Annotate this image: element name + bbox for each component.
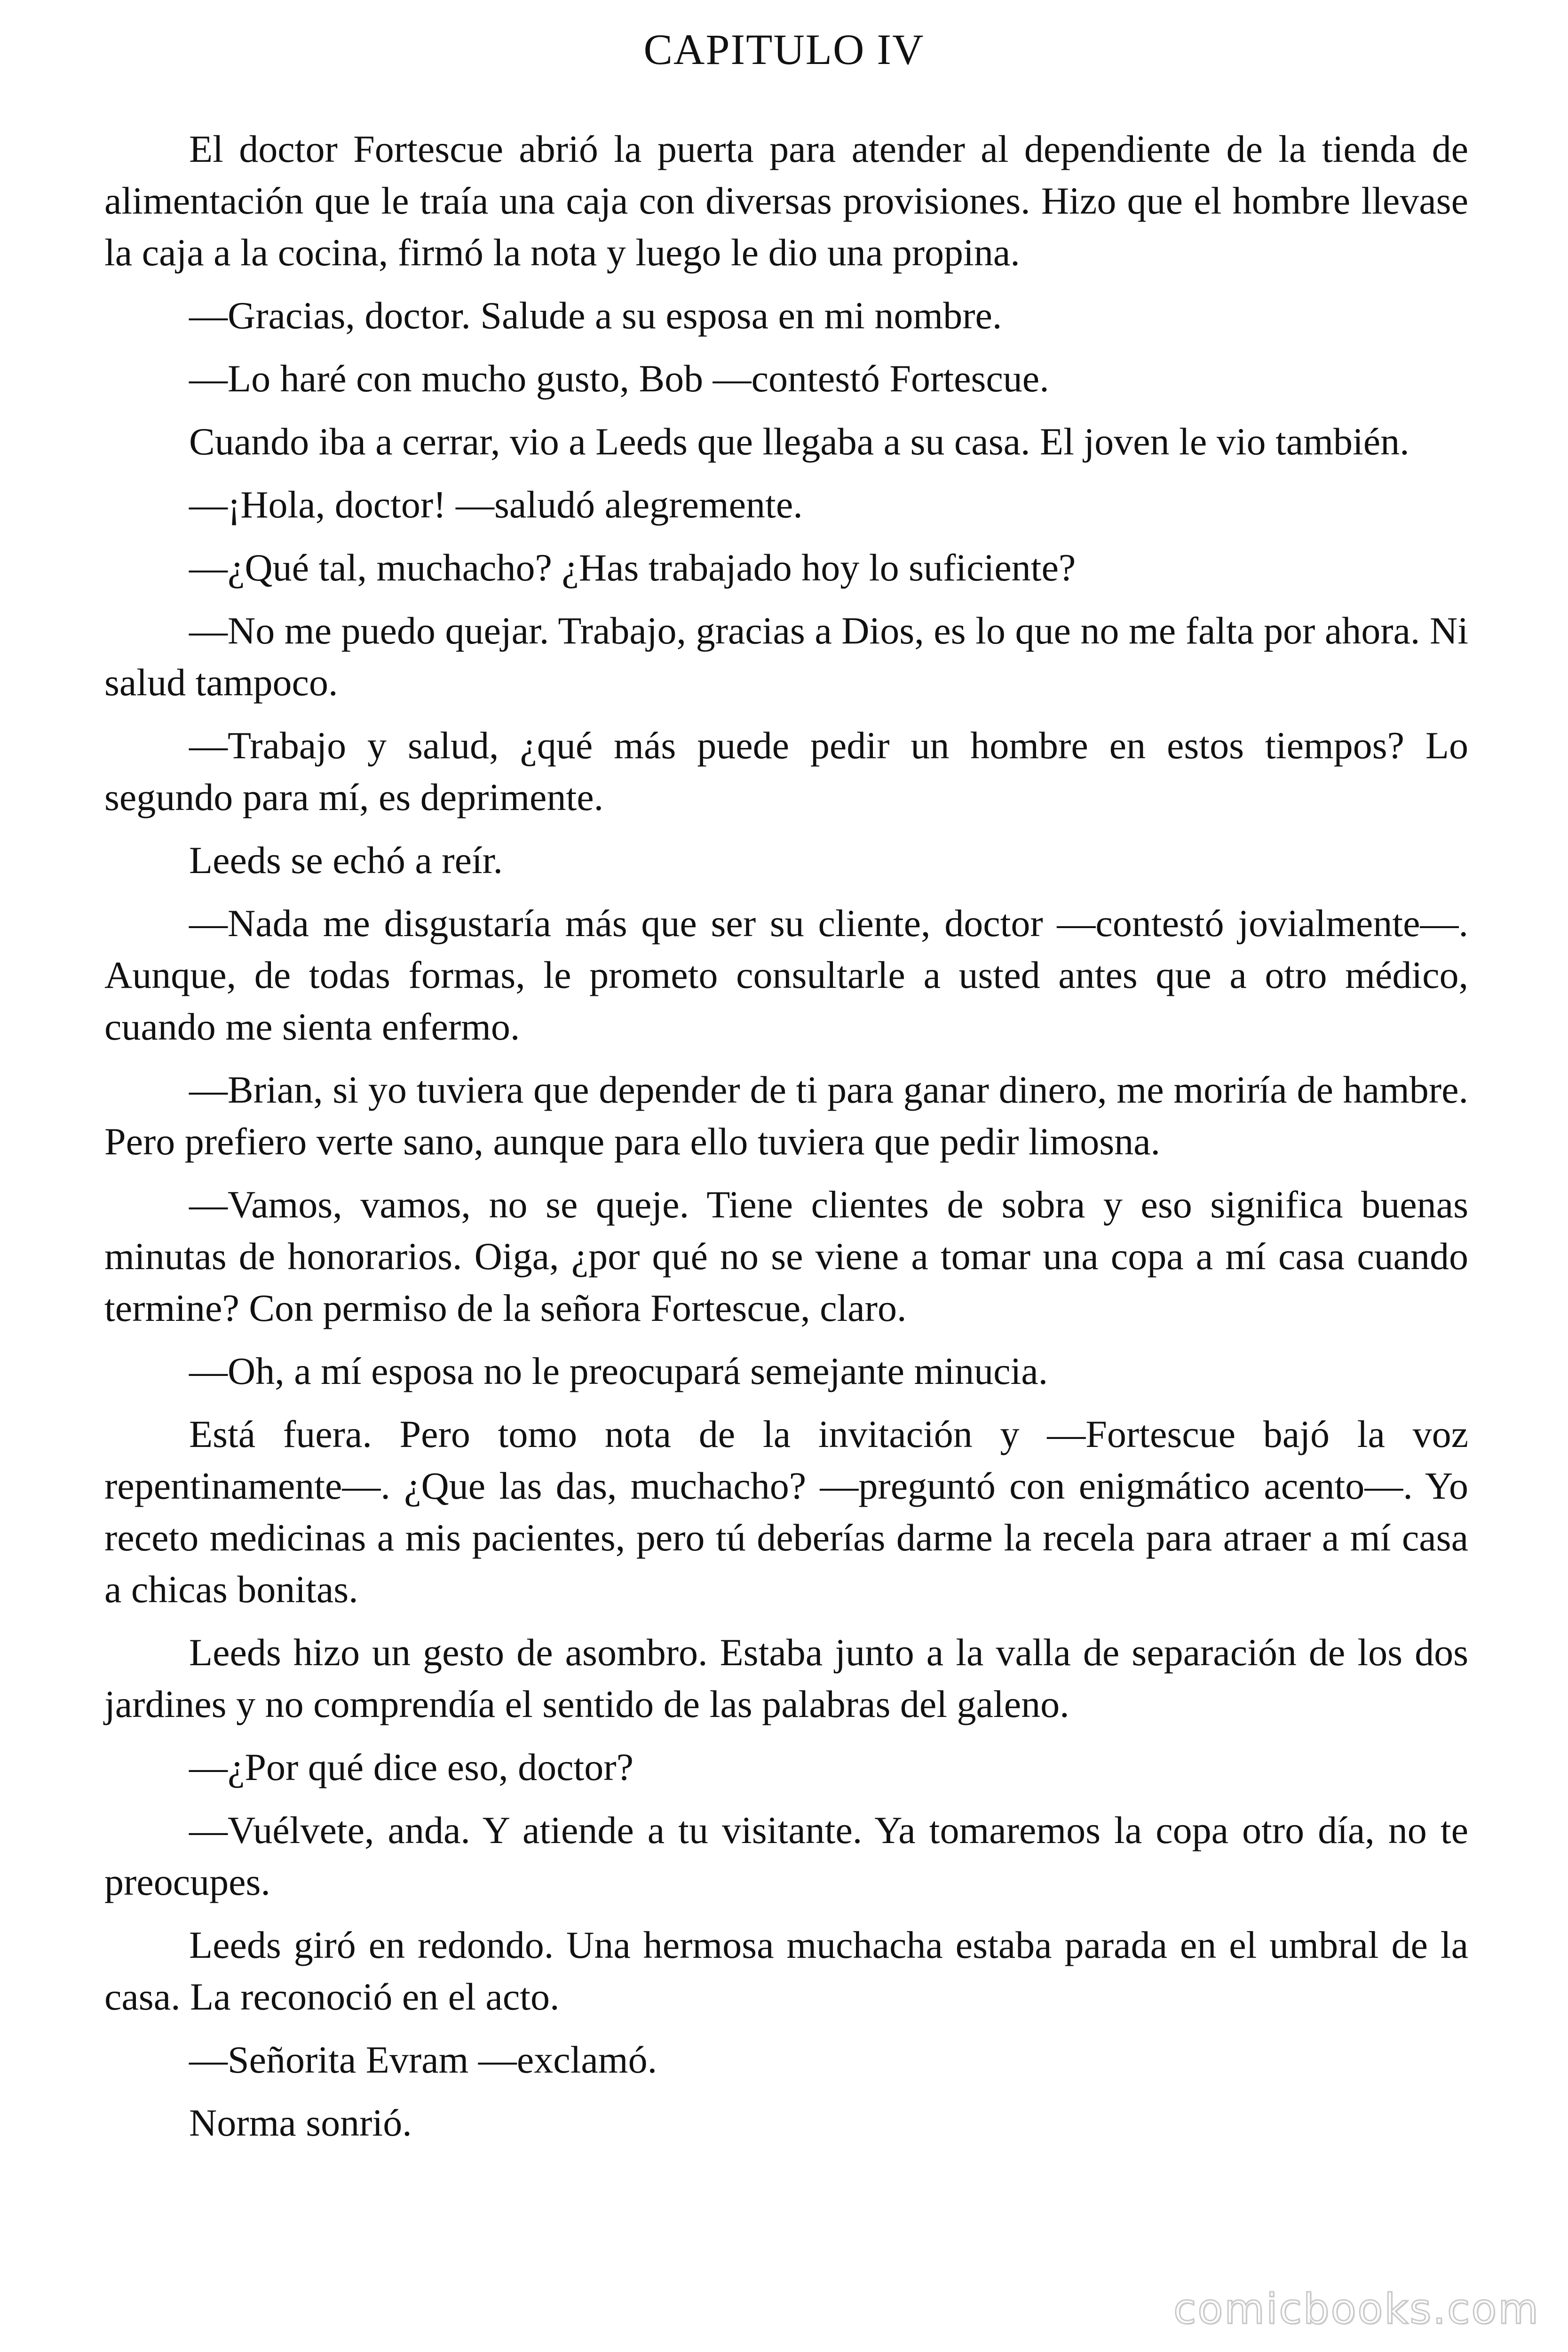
paragraph: El doctor Fortescue abrió la puerta para atender al dependiente de la tienda de alimentación que le traía una caja con diversas provisiones. Hizo que el hombre llevase la caja a la cocina, firmó la nota y luego le dio una propina. (104, 127, 1468, 274)
paragraph: Está fuera. Pero tomo nota de la invitación y —Fortescue bajó la voz repentinamente—. ¿Que las das, muchacho? —preguntó con enigmático acento—. Yo receto medicinas a mis pacientes, pero tú deberías darme la recela para atraer a mí casa a chicas bonitas. (104, 1413, 1468, 1611)
paragraph: —No me puedo quejar. Trabajo, gracias a Dios, es lo que no me falta por ahora. Ni salud tampoco. (104, 609, 1468, 704)
paragraph: —Lo haré con mucho gusto, Bob —contestó Fortescue. (189, 357, 1049, 400)
chapter-body (104, 123, 1468, 2160)
paragraph: Leeds se echó a reír. (189, 839, 503, 882)
chapter-title: CAPITULO IV (643, 25, 925, 73)
paragraph: Leeds giró en redondo. Una hermosa muchacha estaba parada en el umbral de la casa. La reconoció en el acto. (104, 1923, 1468, 2018)
paragraph: Cuando iba a cerrar, vio a Leeds que llegaba a su casa. El joven le vio también. (189, 420, 1410, 463)
paragraph: —Brian, si yo tuviera que depender de ti para ganar dinero, me moriría de hambre. Pero prefiero verte sano, aunque para ello tuviera que pedir limosna. (104, 1068, 1468, 1163)
paragraph: —¡Hola, doctor! —saludó alegremente. (189, 483, 803, 526)
paragraph: —Trabajo y salud, ¿qué más puede pedir un hombre en estos tiempos? Lo segundo para mí, es deprimente. (104, 724, 1468, 818)
paragraph: —¿Por qué dice eso, doctor? (189, 1746, 634, 1788)
paragraph: —¿Qué tal, muchacho? ¿Has trabajado hoy lo suficiente? (189, 546, 1076, 589)
paragraph: —Oh, a mí esposa no le preocupará semejante minucia. (189, 1350, 1048, 1392)
paragraph: —Vuélvete, anda. Y atiende a tu visitante. Ya tomaremos la copa otro día, no te preocupes. (104, 1809, 1468, 1903)
paragraph: Norma sonrió. (189, 2101, 412, 2144)
watermark: comicbooks.com (1173, 2285, 1540, 2333)
paragraph: —Vamos, vamos, no se queje. Tiene clientes de sobra y eso significa buenas minutas de honorarios. Oiga, ¿por qué no se viene a tomar una copa a mí casa cuando termine? Con permiso de la señora Fortescue, claro. (104, 1183, 1468, 1329)
paragraph: Leeds hizo un gesto de asombro. Estaba junto a la valla de separación de los dos jardines y no comprendía el sentido de las palabras del galeno. (104, 1631, 1468, 1725)
paragraph: —Señorita Evram —exclamó. (189, 2038, 657, 2081)
paragraph: —Nada me disgustaría más que ser su cliente, doctor —contestó jovialmente—. Aunque, de todas formas, le prometo consultarle a usted antes que a otro médico, cuando me sienta enfermo. (104, 902, 1468, 1048)
paragraph: —Gracias, doctor. Salude a su esposa en mi nombre. (189, 294, 1002, 337)
